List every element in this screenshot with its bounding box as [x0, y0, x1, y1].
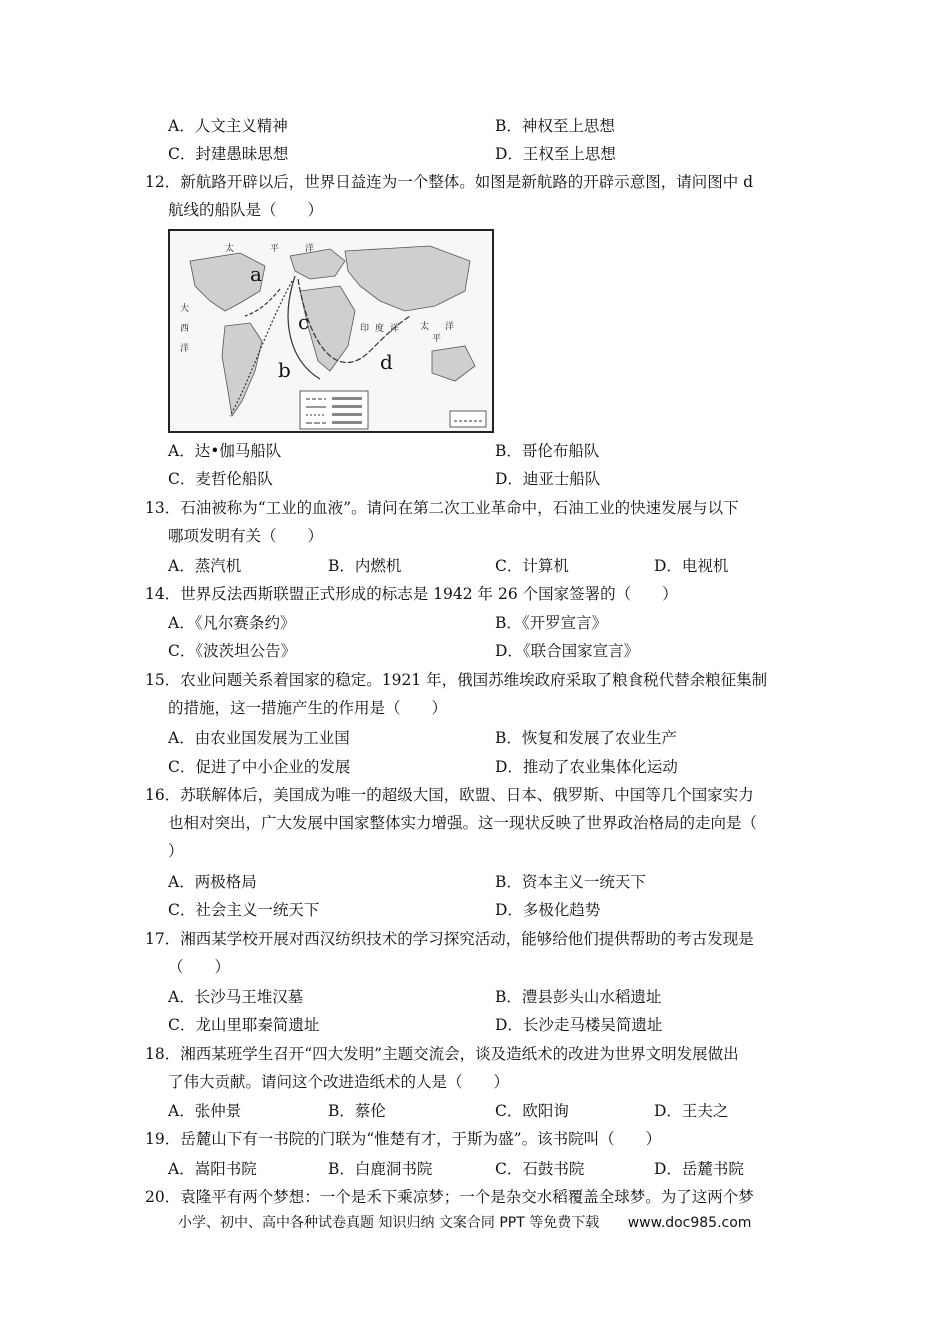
- q18-stem-line1: 18．湘西某班学生召开“四大发明”主题交流会，谈及造纸术的改进为世界文明发展做出: [145, 1045, 739, 1063]
- q19-option-a: A．嵩阳书院: [168, 1160, 257, 1178]
- q14-option-b: B．《开罗宣言》: [495, 614, 608, 632]
- q12-option-b: B．哥伦布船队: [495, 442, 600, 460]
- q16-option-a: A．两极格局: [168, 873, 257, 891]
- q13-option-a: A．蒸汽机: [168, 557, 242, 575]
- q11-option-a: A．人文主义精神: [168, 117, 288, 135]
- map-word-10: 太: [420, 322, 430, 332]
- footer-url-link[interactable]: www.doc985.com: [627, 1215, 752, 1231]
- page-footer: [178, 1212, 751, 1234]
- q12-option-d: D．迪亚士船队: [495, 470, 601, 488]
- map-word-6: 洋: [305, 244, 315, 254]
- map-word-11: 平: [432, 334, 442, 344]
- q13-option-c: C．计算机: [495, 557, 569, 575]
- q12-option-c: C．麦哲伦船队: [168, 470, 273, 488]
- q14-stem-line1: 14．世界反法西斯联盟正式形成的标志是 1942 年 26 个国家签署的（ ）: [145, 585, 678, 603]
- map-scale-icon: [450, 411, 486, 427]
- asia-shape: [345, 246, 470, 311]
- q11-option-d: D．王权至上思想: [495, 145, 616, 163]
- q13-stem-line2: 哪项发明有关（ ）: [168, 527, 324, 545]
- q16-stem-line1: 16．苏联解体后，美国成为唯一的超级大国，欧盟、日本、俄罗斯、中国等几个国家实力: [145, 786, 754, 804]
- map-word-8: 度: [375, 324, 385, 334]
- map-word-9: 洋: [390, 324, 400, 334]
- q12-stem-line1: 12．新航路开辟以后，世界日益连为一个整体。如图是新航路的开辟示意图，请问图中 d: [145, 173, 754, 191]
- q15-option-d: D．推动了农业集体化运动: [495, 758, 678, 776]
- map-word-3: 洋: [180, 344, 190, 354]
- q17-option-c: C．龙山里耶秦简遗址: [168, 1016, 320, 1034]
- q19-stem-line1: 19．岳麓山下有一书院的门联为“惟楚有才，于斯为盛”。该书院叫（ ）: [145, 1130, 662, 1148]
- q17-stem-line1: 17．湘西某学校开展对西汉纺织技术的学习探究活动，能够给他们提供帮助的考古发现是: [145, 930, 754, 948]
- q14-option-c: C．《波茨坦公告》: [168, 642, 297, 660]
- q15-stem-line2: 的措施，这一措施产生的作用是（ ）: [168, 699, 448, 717]
- q15-option-a: A．由农业国发展为工业国: [168, 729, 350, 747]
- q12-stem-line2: 航线的船队是（ ）: [168, 201, 324, 219]
- map-word-5: 平: [270, 244, 280, 254]
- q11-option-b: B．神权至上思想: [495, 117, 615, 135]
- route-label-b: b: [278, 358, 291, 382]
- q13-option-d: D．电视机: [654, 557, 729, 575]
- europe-shape: [290, 249, 345, 279]
- q17-option-d: D．长沙走马楼吴简遗址: [495, 1016, 663, 1034]
- q15-option-c: C．促进了中小企业的发展: [168, 758, 351, 776]
- q16-option-c: C．社会主义一统天下: [168, 901, 320, 919]
- q19-option-b: B．白鹿洞书院: [328, 1160, 433, 1178]
- route-label-a: a: [250, 262, 262, 286]
- q18-option-c: C．欧阳询: [495, 1102, 569, 1120]
- q16-stem-line3: ）: [168, 842, 184, 860]
- q12-option-a: A．达•伽马船队: [168, 442, 282, 460]
- route-label-d: d: [380, 350, 393, 374]
- q14-option-d: D．《联合国家宣言》: [495, 642, 640, 660]
- australia-shape: [432, 346, 475, 381]
- south-america-shape: [222, 323, 262, 416]
- q11-option-c: C．封建愚昧思想: [168, 145, 289, 163]
- q17-option-b: B．澧县彭头山水稻遗址: [495, 988, 662, 1006]
- footer-text: 小学、初中、高中各种试卷真题 知识归纳 文案合同 PPT 等免费下载: [178, 1215, 600, 1231]
- q13-stem-line1: 13．石油被称为“工业的血液”。请问在第二次工业革命中，石油工业的快速发展与以下: [145, 499, 739, 517]
- new-sea-routes-map: [168, 229, 494, 433]
- q15-stem-line1: 15．农业问题关系着国家的稳定。1921 年，俄国苏维埃政府采取了粮食税代替余粮征集制: [145, 671, 768, 689]
- map-word-12: 洋: [445, 322, 455, 332]
- q17-option-a: A．长沙马王堆汉墓: [168, 988, 304, 1006]
- q18-option-d: D．王夫之: [654, 1102, 729, 1120]
- q16-stem-line2: 也相对突出，广大发展中国家整体实力增强。这一现状反映了世界政治格局的走向是（: [168, 814, 758, 832]
- map-word-7: 印: [360, 324, 370, 334]
- q19-option-c: C．石鼓书院: [495, 1160, 585, 1178]
- q18-option-b: B．蔡伦: [328, 1102, 386, 1120]
- map-legend-icon: [300, 391, 368, 429]
- map-word-2: 西: [180, 324, 190, 334]
- q19-option-d: D．岳麓书院: [654, 1160, 744, 1178]
- map-word-4: 太: [225, 244, 235, 254]
- q15-option-b: B．恢复和发展了农业生产: [495, 729, 677, 747]
- q16-option-b: B．资本主义一统天下: [495, 873, 646, 891]
- q17-stem-line2: （ ）: [168, 958, 231, 976]
- route-label-c: c: [298, 310, 310, 334]
- q18-stem-line2: 了伟大贡献。请问这个改进造纸术的人是（ ）: [168, 1073, 510, 1091]
- q16-option-d: D．多极化趋势: [495, 901, 601, 919]
- q14-option-a: A．《凡尔赛条约》: [168, 614, 296, 632]
- q20-stem-line1: 20．袁隆平有两个梦想：一个是禾下乘凉梦；一个是杂交水稻覆盖全球梦。为了这两个梦: [145, 1188, 754, 1206]
- map-word-1: 大: [180, 304, 190, 314]
- q18-option-a: A．张仲景: [168, 1102, 242, 1120]
- q13-option-b: B．内燃机: [328, 557, 402, 575]
- world-map-illustration: [170, 231, 492, 431]
